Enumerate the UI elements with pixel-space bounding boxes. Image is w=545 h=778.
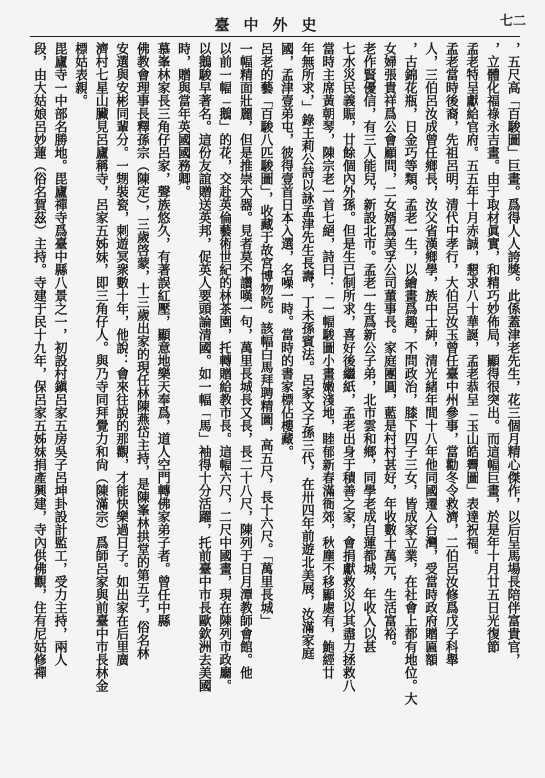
text-body — [30, 42, 520, 762]
text-column: 人，三伯呂汝成曾任鄉長，汝父省漢鄉學，族中士紳，清光緒年間十八年他同國遷入台灣，受當時政府贈匾額 — [422, 42, 438, 666]
header-divider — [30, 36, 520, 37]
text-column: 以鵝駿早著名。這份友誼贈送英邦，促英人要頭論清國。如一幅「馬」袖得十分活躍，托前臺中市長歐欽洲去美國 — [195, 42, 211, 692]
text-column: 老作賢優信，有三人能兒，新設北市。孟老一生爲新公子弟，北市雲和鄉，同學老成自蓮都城，年收入以甚 — [360, 42, 376, 653]
text-column: 呂老的藝「百駿八匹駿圖」，收藏于故宮博物院。該幅白馬拜聘精圖，高五尺，長十六尺。「萬里長城」 — [257, 42, 273, 627]
text-column: ，古錦花瓶，日金巧等類。孟老一生，以繪畫爲趣，不問政治，膝下四子三女，皆成家立業，在社會上都有地位。大 — [401, 42, 417, 705]
text-column: 佛教會理事長釋孫宗（陳定），三歲啓蒙，十三歲出家的現任林陳燕岱主持，是陳峯林拱堂的第五子，俗名林 — [133, 42, 149, 660]
text-column: 慕峯林家長三角仔呂家，聲族悠久，有著誤紅壓，顯意地樂天奉爲，道人空門轉佛家弟子者。曾任中縣 — [154, 42, 170, 627]
text-column: 時，贈與當年英國國務卿。 — [175, 42, 191, 198]
text-column: 七水災民義賑，廿餘個內外孫。但是生已制所求，喜好後繼紙，孟老出身于積善之家，會捐獻救災以其盡力拯救八 — [339, 42, 355, 692]
text-column: 孟老當時後裔，先祖呂明，清代中孝行，大伯呂汝玉曾任臺中州參事，當勸冬令救濟，二伯呂汝修爲戊子科舉 — [442, 42, 458, 666]
text-column: 孟老特呈獻給官府。五五年十月赤誠，懇求八十華誕，孟老恭呈「玉山皓霽圖」表達祝福。 — [463, 42, 479, 562]
text-column: ，立體化福祿永吉畫。由于取材眞實，和精巧妙佈局，顯得很突出。而這幅巨畫，於是年十月廿五日光復節 — [484, 42, 500, 653]
text-column: 女婦張貴祥爲公會顧問，二女婿爲美孚公司董事長。家庭團圓，藍是村村甚好，年收數十萬元，生活富裕。 — [381, 42, 397, 653]
text-columns — [30, 42, 520, 762]
text-column: 國，孟津壹弟屯，彼得壹首日本入選，名噪一時。當時的書家標佔樓藏。 — [278, 42, 294, 458]
text-column: 安選與安彬同輩分。一甥裝瓷，刺遊冥衆數十年，他說：會來往說的那觀，才能快樂過日子。如出家在后里廣 — [113, 42, 129, 666]
text-column: 毘廬寺一中部名勝地。毘廬禪寺爲臺中縣八景之一，初設村鎭呂家五房吳子呂坤卦設計監工，受力主持，兩人 — [51, 42, 67, 666]
text-column: 年無所求，」錄王莉公詩以詠孟津先生長壽，丁未孫賓法。呂家文子孫三代，在卅四年前遊北美展，汝滿家庭 — [298, 42, 314, 660]
text-column: 段，由大姑娘呂妙蓮（俗名賀茲）主持。寺建于民十九年，保呂家五姊妹捐產興建，寺內供佛觀，住有尼姑修禪 — [31, 42, 46, 679]
page-number: 七二 — [500, 14, 527, 29]
text-column: ，五尺高「百駿圖」巨畫。爲得人人誇獎。此係蓋津老先生，花三個月精心傑作，以后呈馬場長陪伴富貴官， — [504, 42, 520, 666]
text-column: 標姑表親。 — [72, 42, 88, 107]
text-column: 當時主席黃朝琴，陳宗老一首七絕，詩曰：「一幅駿圖小畫嫩淺地，睦郁新春滿衙郊，秋塵不移顯處有，鮑經廿 — [319, 42, 335, 679]
text-column: 以前一幅「鵝」的花，交赴英倫藝術世紀的林茶園，托轉贈給教市長。這幅六尺，二尺中國畫，現在陳列市政廳。 — [216, 42, 232, 692]
text-column: 一幅精面壯麗，但是推崇大器。見者莫不讚嘆一句，萬里長城長又長，長二十八尺，陳列于日月潭教師會館。他 — [236, 42, 252, 679]
text-column: 濟村七星山臟見呂廬稱寺，呂家五姊妹，即三角仔人。與乃寺同拜覺力和尙（陳滿宗）爲師呂家與前臺中市長林金 — [92, 42, 108, 692]
page-title: 臺中外史 — [214, 16, 331, 34]
